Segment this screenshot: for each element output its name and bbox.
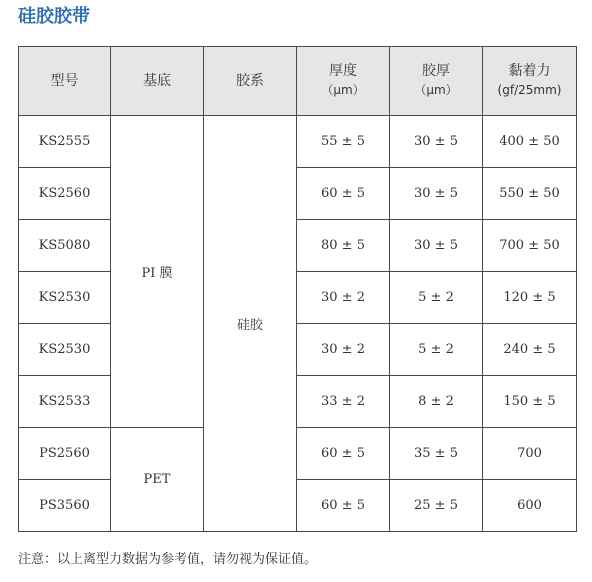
table-row [19,116,577,168]
cell-adhesion: 150 ± 5 [483,376,577,428]
header-adhesion-unit: (gf/25mm) [497,83,562,97]
cell-adhesion: 240 ± 5 [483,324,577,376]
cell-adhesion: 700 ± 50 [483,220,577,272]
page-title: 硅胶胶带 [18,6,90,27]
cell-model: KS2555 [19,116,111,168]
header-adhesion-label: 黏着力 [508,63,551,79]
cell-adhesion: 700 [483,428,577,480]
cell-adhesive-thickness: 8 ± 2 [390,376,483,428]
cell-adhesion: 400 ± 50 [483,116,577,168]
header-adhesive-thickness-unit: （μm） [414,83,458,97]
cell-adhesion: 550 ± 50 [483,168,577,220]
header-adhesive-thickness-label: 胶厚 [422,63,450,79]
cell-adhesive-thickness: 30 ± 5 [390,116,483,168]
cell-adhesion: 600 [483,480,577,532]
cell-model: KS2530 [19,272,111,324]
table-row [19,324,577,376]
cell-substrate-group: PET [111,428,204,532]
cell-model: KS2533 [19,376,111,428]
header-substrate: 基底 [111,47,204,116]
cell-model: PS3560 [19,480,111,532]
cell-thickness: 80 ± 5 [297,220,390,272]
cell-adhesion: 120 ± 5 [483,272,577,324]
cell-adhesive-thickness: 30 ± 5 [390,168,483,220]
cell-model: KS2530 [19,324,111,376]
header-thickness [297,47,390,116]
cell-thickness: 33 ± 2 [297,376,390,428]
table-row [19,428,577,480]
table-row [19,168,577,220]
cell-model: PS2560 [19,428,111,480]
header-adhesive-thickness [390,47,483,116]
cell-thickness: 60 ± 5 [297,480,390,532]
cell-adhesive-thickness: 5 ± 2 [390,272,483,324]
cell-model: KS2560 [19,168,111,220]
table-row [19,376,577,428]
table-row [19,220,577,272]
table-header-row [19,47,577,116]
header-adhesive-system: 胶系 [204,47,297,116]
cell-thickness: 30 ± 2 [297,324,390,376]
cell-substrate-group: PI 膜 [111,116,204,428]
table-row [19,480,577,532]
cell-thickness: 55 ± 5 [297,116,390,168]
silicone-tape-spec-table [18,46,577,532]
cell-adhesive-thickness: 5 ± 2 [390,324,483,376]
cell-adhesive-thickness: 35 ± 5 [390,428,483,480]
header-model: 型号 [19,47,111,116]
cell-thickness: 60 ± 5 [297,428,390,480]
cell-thickness: 30 ± 2 [297,272,390,324]
cell-adhesive-system: 硅胶 [204,116,297,532]
cell-adhesive-thickness: 30 ± 5 [390,220,483,272]
table-row [19,272,577,324]
header-thickness-unit: （μm） [321,83,365,97]
header-adhesion [483,47,577,116]
cell-adhesive-thickness: 25 ± 5 [390,480,483,532]
cell-model: KS5080 [19,220,111,272]
cell-thickness: 60 ± 5 [297,168,390,220]
header-thickness-label: 厚度 [329,63,357,79]
disclaimer-note: 注意：以上离型力数据为参考值，请勿视为保证值。 [18,552,318,567]
